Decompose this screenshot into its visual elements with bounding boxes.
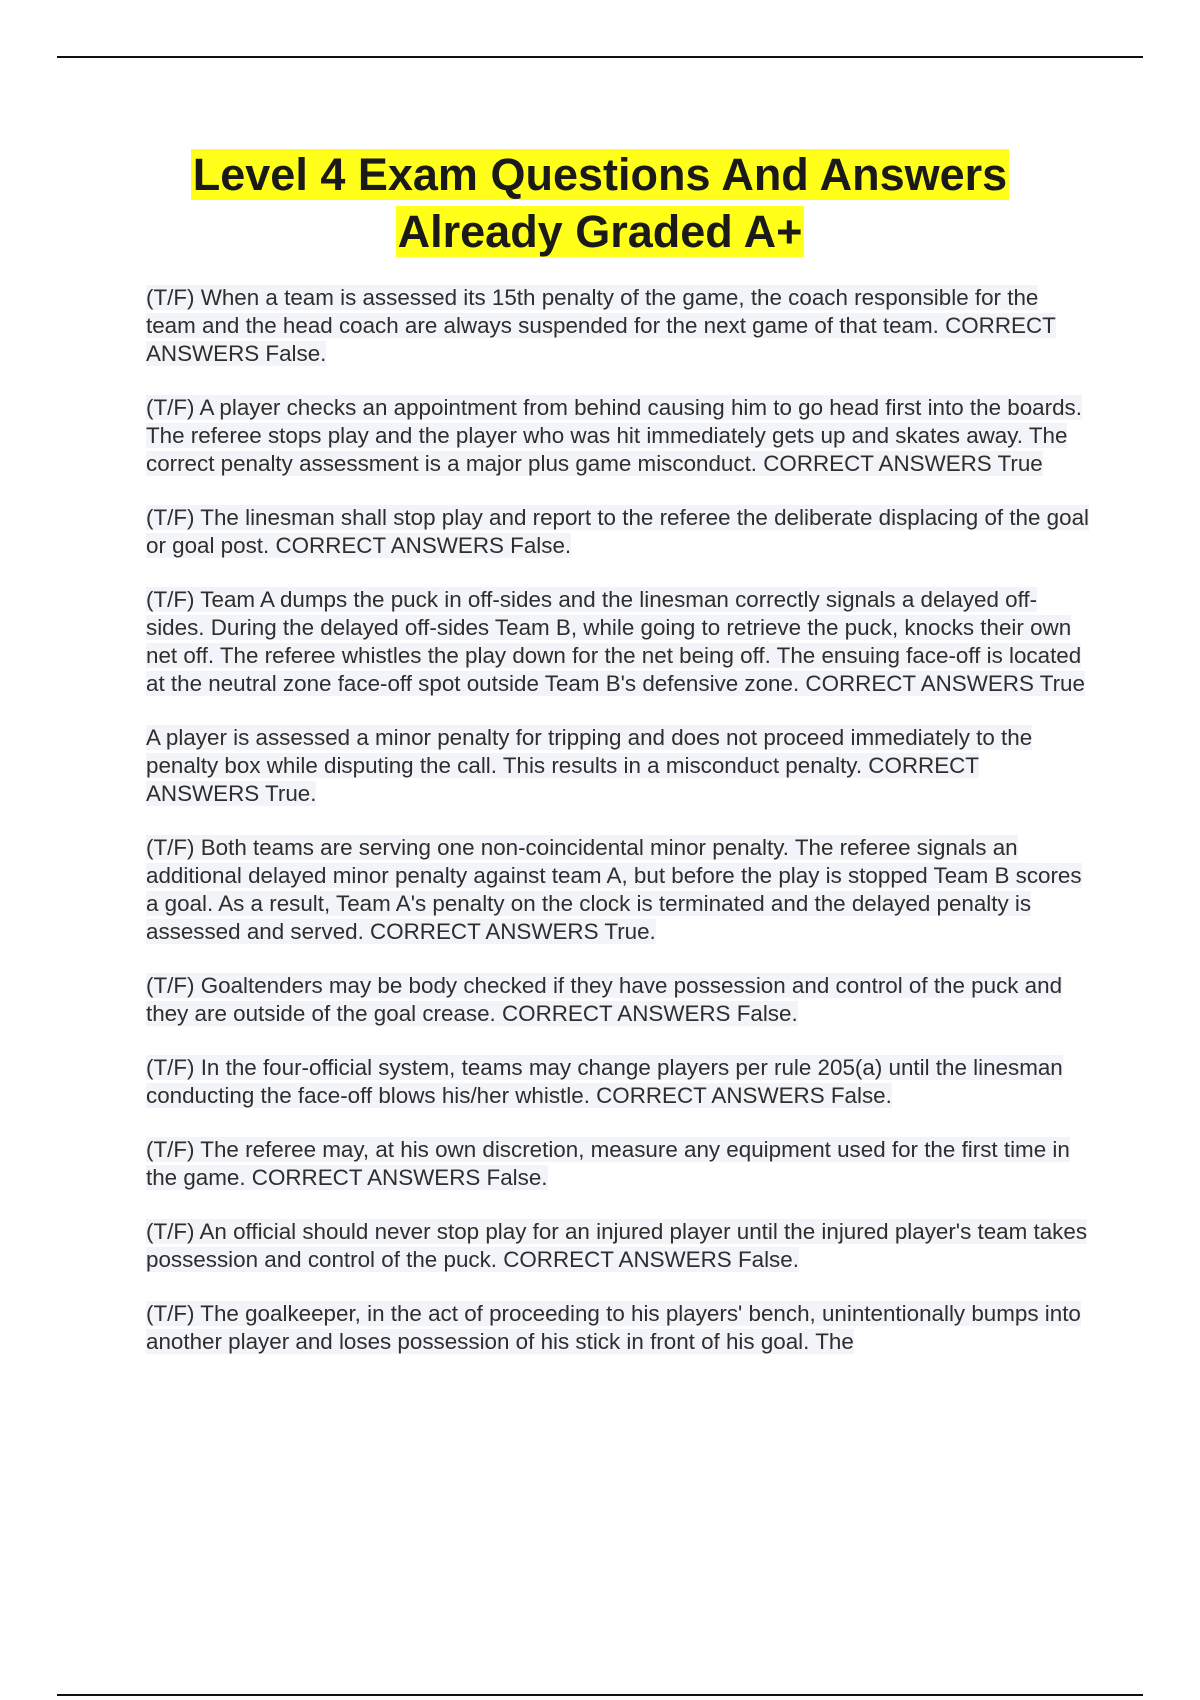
qa-item-text: (T/F) The linesman shall stop play and report to the referee the deliberate displacing of the goal or goal post. CORRECT ANSWERS False. <box>146 505 1090 558</box>
qa-item-text: (T/F) Team A dumps the puck in off-sides and the linesman correctly signals a delayed off-sides. During the delayed off-sides Team B, while going to retrieve the puck, knocks their own net off. The referee whistles the play down for the net being off. The ensuing face-off is located at the neutral zone face-off spot outside Team B's defensive zone. CORRECT ANSWERS True <box>146 587 1085 696</box>
qa-item-text: (T/F) An official should never stop play for an injured player until the injured player's team takes possession and control of the puck. CORRECT ANSWERS False. <box>146 1219 1088 1272</box>
top-rule <box>57 56 1143 58</box>
qa-item-text: (T/F) The referee may, at his own discretion, measure any equipment used for the first time in the game. CORRECT ANSWERS False. <box>146 1137 1070 1190</box>
document-title <box>60 146 1140 260</box>
title-line-2: Already Graded A+ <box>397 206 803 257</box>
qa-item-text: (T/F) In the four-official system, teams may change players per rule 205(a) until the linesman conducting the face-off blows his/her whistle. CORRECT ANSWERS False. <box>146 1055 1063 1108</box>
qa-item-text: A player is assessed a minor penalty for tripping and does not proceed immediately to the penalty box while disputing the call. This results in a misconduct penalty. CORRECT ANSWERS True. <box>146 725 1033 806</box>
qa-item <box>146 394 1094 478</box>
qa-item-text: (T/F) When a team is assessed its 15th penalty of the game, the coach responsible for the team and the head coach are always suspended for the next game of that team. CORRECT ANSWERS False. <box>146 285 1056 366</box>
title-line-1: Level 4 Exam Questions And Answers <box>192 149 1008 200</box>
qa-item <box>146 586 1094 698</box>
qa-item-text: (T/F) A player checks an appointment from behind causing him to go head first into the boards. The referee stops play and the player who was hit immediately gets up and skates away. The correct penalty assessment is a major plus game misconduct. CORRECT ANSWERS True <box>146 395 1082 476</box>
qa-item <box>146 1136 1094 1192</box>
qa-list <box>146 284 1094 1382</box>
qa-item-text: (T/F) The goalkeeper, in the act of proceeding to his players' bench, unintentionally bumps into another player and loses possession of his stick in front of his goal. The <box>146 1301 1081 1354</box>
qa-item <box>146 504 1094 560</box>
qa-item <box>146 972 1094 1028</box>
qa-item <box>146 1218 1094 1274</box>
qa-item <box>146 834 1094 946</box>
qa-item <box>146 1300 1094 1356</box>
qa-item-text: (T/F) Goaltenders may be body checked if they have possession and control of the puck and they are outside of the goal crease. CORRECT ANSWERS False. <box>146 973 1063 1026</box>
bottom-rule <box>57 1694 1143 1696</box>
qa-item <box>146 724 1094 808</box>
qa-item-text: (T/F) Both teams are serving one non-coincidental minor penalty. The referee signals an additional delayed minor penalty against team A, but before the play is stopped Team B scores a goal. As a result, Team A's penalty on the clock is terminated and the delayed penalty is assessed and served. CORRECT ANSWERS True. <box>146 835 1082 944</box>
qa-item <box>146 284 1094 368</box>
qa-item <box>146 1054 1094 1110</box>
